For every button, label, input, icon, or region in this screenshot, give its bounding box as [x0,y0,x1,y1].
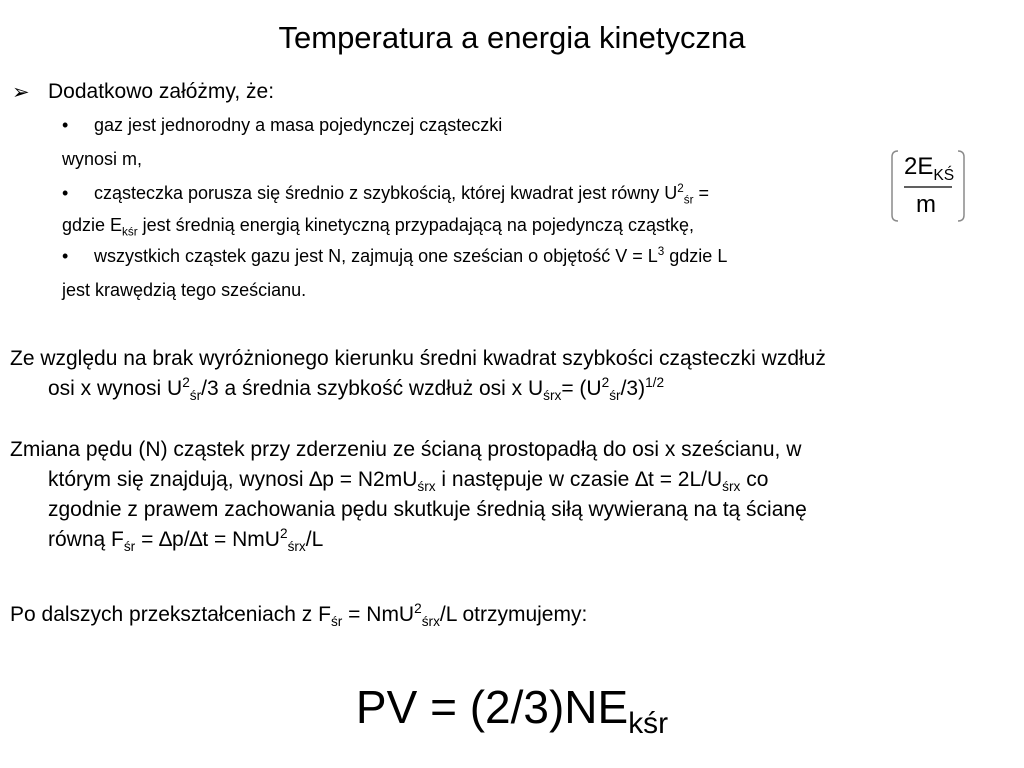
energy-fraction [890,149,970,225]
bullet1-text: gaz jest jednorodny a masa pojedynczej cząsteczki [94,115,503,135]
bullet2-text: cząsteczka porusza się średnio z szybkością, której kwadrat jest równy $U^2_{śr}$ = [94,182,710,207]
bullet-dot-icon: • [62,246,69,266]
bullet-dot-icon: • [62,183,69,203]
bullet1-continuation: wynosi m, [62,149,143,169]
arrow-bullet-icon: ➢ [12,81,30,104]
bullet2-continuation: gdzie $E_{kśr}$ jest średnią energią kinetyczną przypadającą na pojedynczą cząstkę, [62,215,694,239]
intro-text: Dodatkowo załóżmy, że: [48,80,275,103]
fraction-numerator: $2E_{KŚ}$ [904,153,955,184]
bullet3-continuation: jest krawędzią tego sześcianu. [62,280,307,300]
paragraph-3: Po dalszych przekształceniach z $F_{śr} = NmU^2_{śrx}/L$ otrzymujemy: [10,601,588,630]
bullet3-text: wszystkich cząstek gazu jest N, zajmują one sześcian o objętość $V = L^3$ gdzie L [94,245,728,266]
final-equation: PV = $(2/3)NE_{kśr}$ [355,681,669,741]
fraction-denominator: m [916,191,936,218]
paragraph-1: Ze względu na brak wyróżnionego kierunku średni kwadrat szybkości cząsteczki wzdłuż osi x wynosi $U^2_{śr}/3$ a średnia szybkość wzdłuż osi x $U_{śrx}= (U^2_{śr}/3)^{1/2}$ [10,347,826,404]
paragraph-2: Zmiana pędu (N) cząstek przy zderzeniu ze ścianą prostopadłą do osi x sześcianu, w którym się znajdują, wynosi $\Delta p = N2mU_{śrx}$ i następuje w czasie $\Delta t = 2L/U_{śrx}$ co zgodnie z prawem zachowania pędu skutkuje średnią siłą wywieraną na tą ścianę równą $F_{śr} = \Delta p/\Delta t = NmU^2_{śrx}/L$ [10,438,807,555]
slide-title: Temperatura a energia kinetyczna [278,20,746,55]
bullet-dot-icon: • [62,115,69,135]
